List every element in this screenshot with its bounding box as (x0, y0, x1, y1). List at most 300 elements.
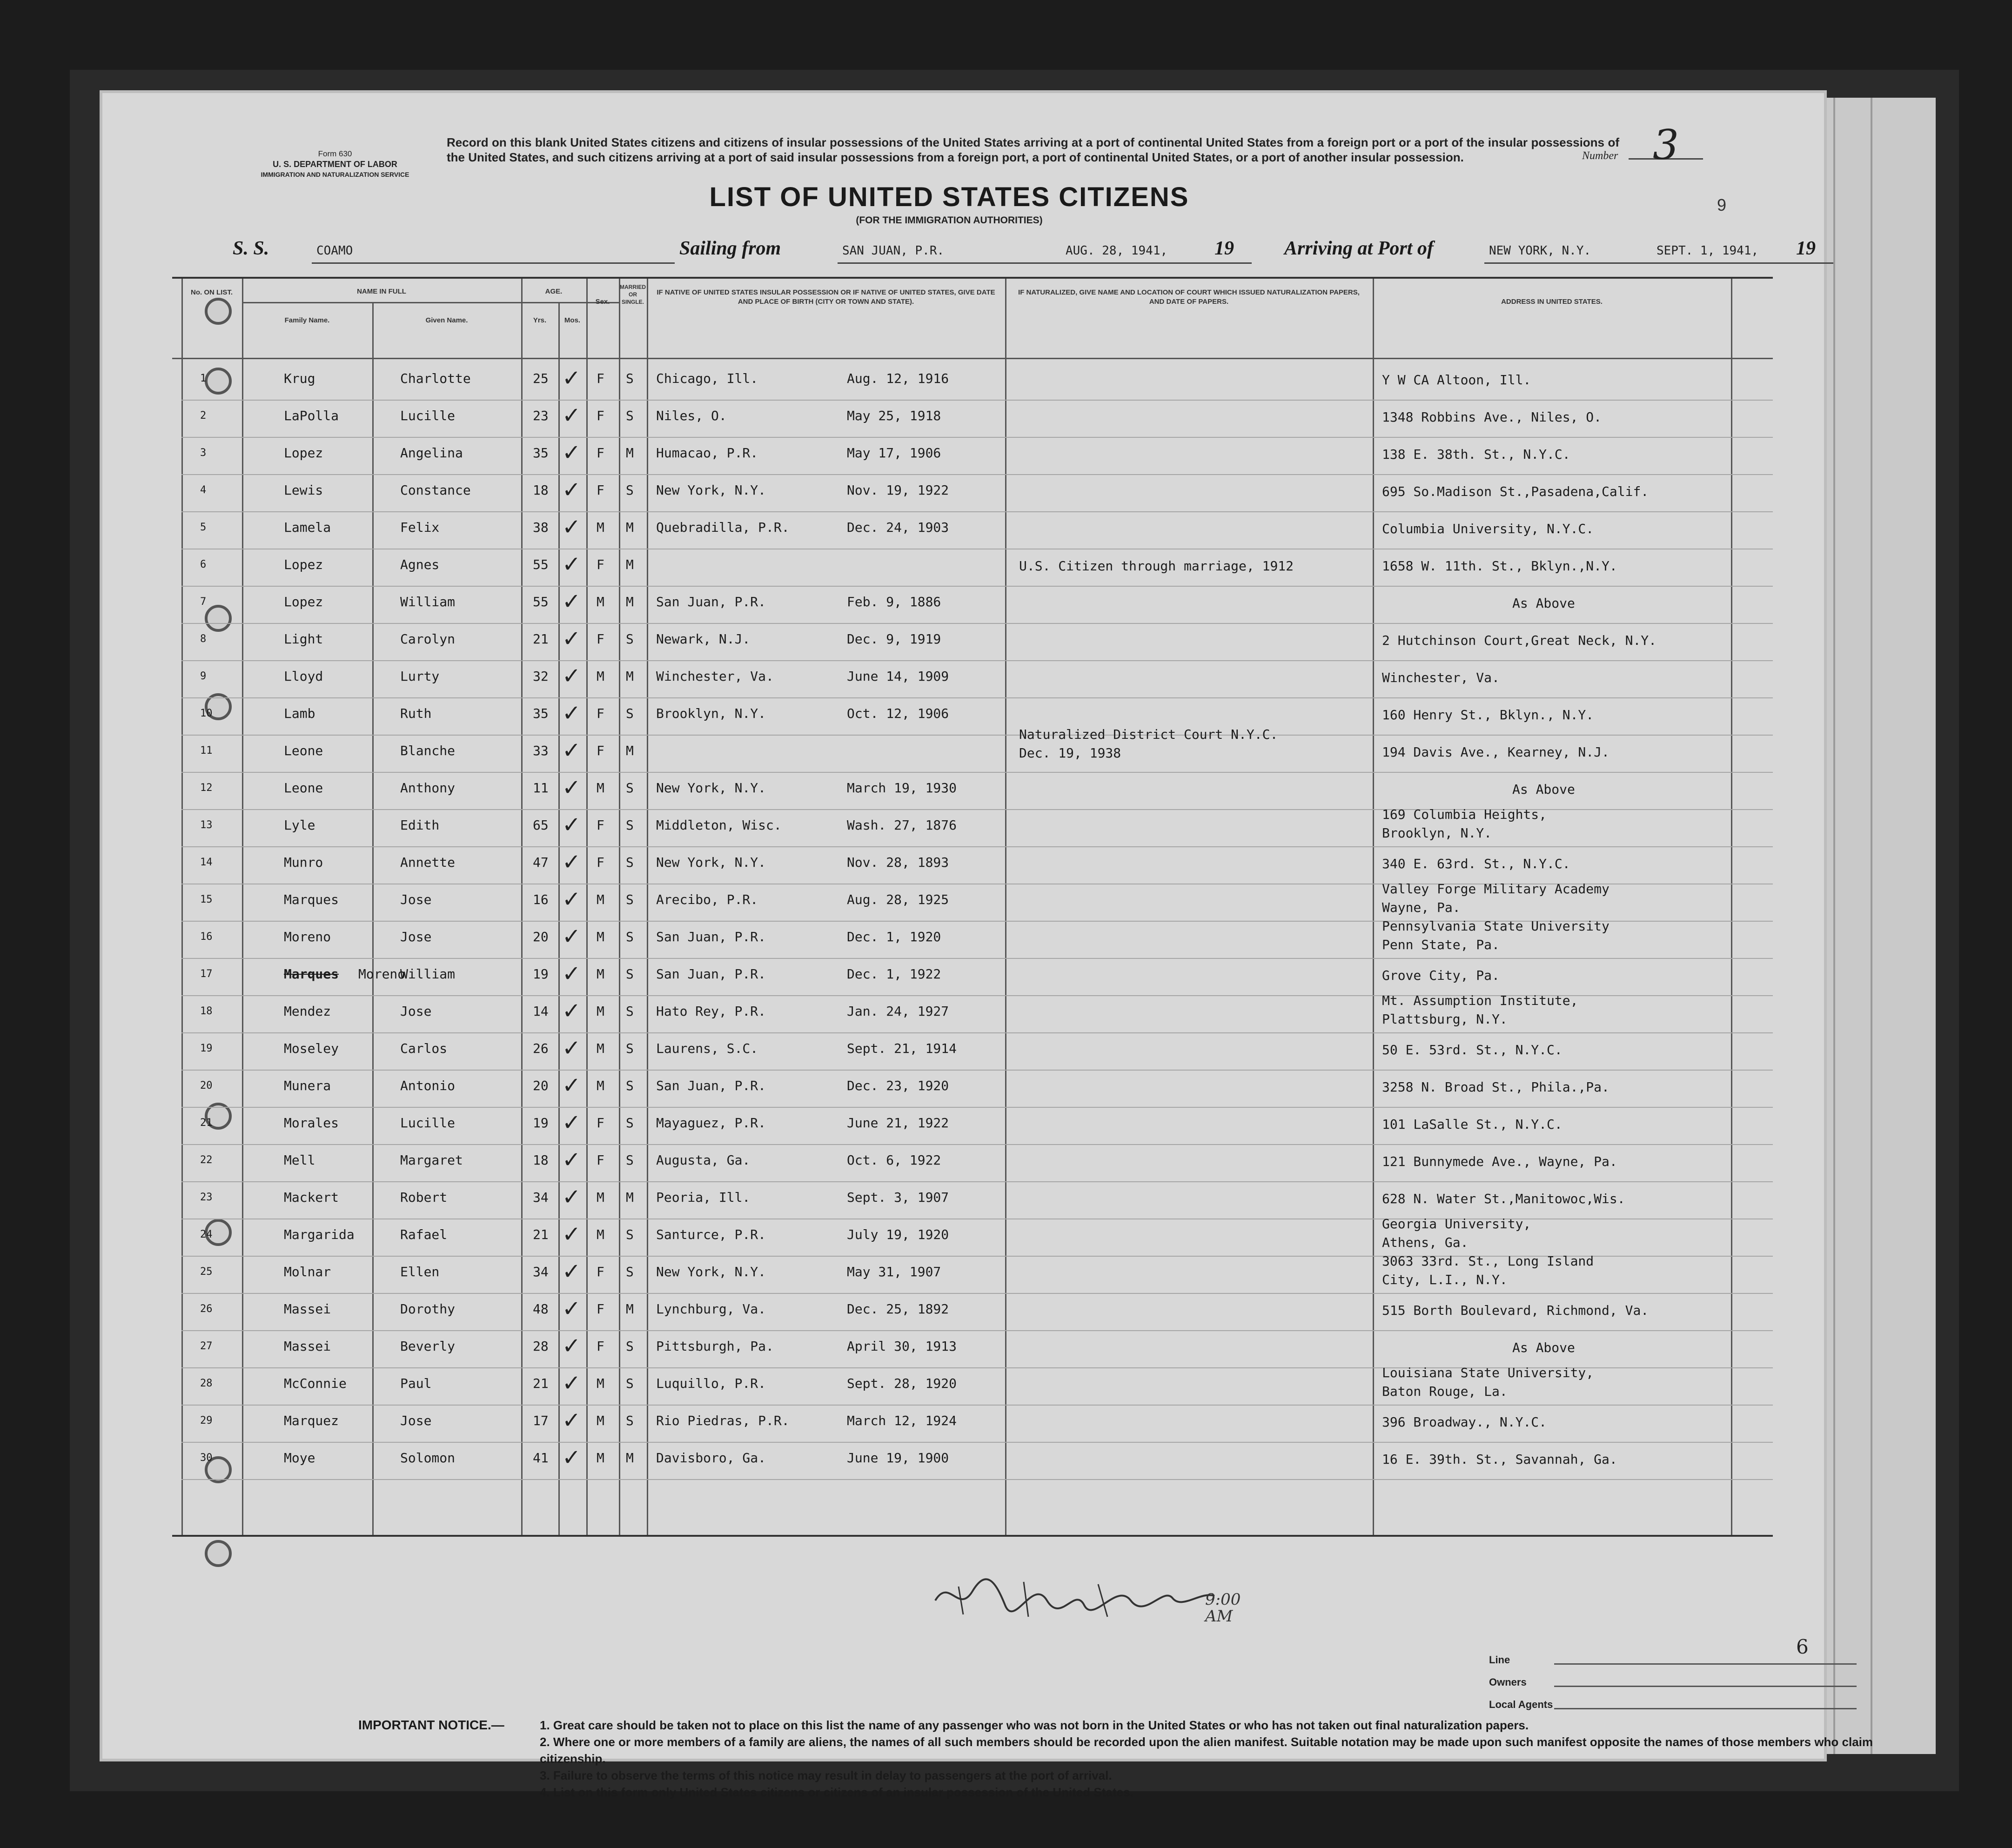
table-row (172, 918, 1773, 958)
address-line: Valley Forge Military Academy (1382, 881, 1610, 897)
sex-cell: M (597, 966, 604, 982)
family-name-cell: Massei (284, 1339, 331, 1354)
table-row (172, 1405, 1773, 1442)
list-number-cell: 2 (200, 410, 207, 422)
age-cell: 32 (533, 669, 549, 684)
family-name-cell: Moseley (284, 1041, 339, 1056)
check-mark-icon: ✓ (562, 589, 581, 615)
address-line: Louisiana State University, (1382, 1365, 1594, 1380)
header-divider (242, 302, 619, 303)
address-line: Grove City, Pa. (1382, 968, 1500, 983)
list-number-cell: 18 (200, 1005, 213, 1017)
check-mark-icon: ✓ (562, 663, 581, 689)
sex-cell: F (597, 743, 604, 758)
marital-status-cell: S (626, 482, 634, 498)
age-cell: 34 (533, 1264, 549, 1279)
given-name-cell: Lucille (400, 1115, 456, 1131)
birth-place-cell: Winchester, Va. (656, 669, 774, 684)
address-line: City, L.I., N.Y. (1382, 1272, 1508, 1287)
given-name-cell: Agnes (400, 557, 440, 572)
table-row (172, 660, 1773, 697)
table-row (172, 809, 1773, 846)
birth-place-cell: Humacao, P.R. (656, 445, 758, 461)
sex-cell: M (597, 1041, 604, 1056)
table-row (172, 549, 1773, 586)
given-name-cell: Ruth (400, 706, 432, 721)
address-line: 169 Columbia Heights, (1382, 807, 1547, 822)
sex-cell: M (597, 1004, 604, 1019)
birth-date-cell: Dec. 24, 1903 (847, 520, 949, 535)
family-name-cell: Morales (284, 1115, 339, 1131)
marital-status-cell: S (626, 1041, 634, 1056)
marital-status-cell: S (626, 1152, 634, 1168)
list-number-cell: 7 (200, 596, 207, 608)
birth-place-cell: San Juan, P.R. (656, 1078, 766, 1093)
check-mark-icon: ✓ (562, 1072, 581, 1098)
given-name-cell: Felix (400, 520, 440, 535)
birth-date-cell: Nov. 19, 1922 (847, 482, 949, 498)
list-number-cell: 26 (200, 1303, 213, 1315)
check-mark-icon: ✓ (562, 1445, 581, 1471)
family-name-cell: Krug (284, 371, 315, 386)
given-name-cell: Lucille (400, 408, 456, 423)
sex-cell: M (597, 929, 604, 944)
birth-date-cell: Dec. 1, 1922 (847, 966, 941, 982)
address-line: Georgia University, (1382, 1216, 1531, 1232)
age-cell: 19 (533, 966, 549, 982)
family-name-cell: Lopez (284, 594, 323, 609)
list-number-cell: 8 (200, 633, 207, 645)
given-name-cell: Jose (400, 929, 432, 944)
marital-status-cell: S (626, 929, 634, 944)
row-divider (181, 1479, 1773, 1480)
header-address: ADDRESS IN UNITED STATES. (1501, 298, 1603, 306)
address-line: Brooklyn, N.Y. (1382, 825, 1492, 841)
family-name-cell: McConnie (284, 1376, 347, 1391)
birth-date-cell: March 12, 1924 (847, 1413, 957, 1428)
age-cell: 14 (533, 1004, 549, 1019)
birth-place-cell: Augusta, Ga. (656, 1152, 751, 1168)
family-name-cell: Lyle (284, 817, 315, 833)
address-line: Pennsylvania State University (1382, 918, 1610, 934)
age-cell: 19 (533, 1115, 549, 1131)
given-name-cell: Robert (400, 1190, 448, 1205)
list-number-cell: 13 (200, 819, 213, 831)
check-mark-icon: ✓ (562, 924, 581, 950)
inspector-signature (931, 1573, 1219, 1619)
address-line: As Above (1512, 782, 1575, 797)
marital-status-cell: S (626, 706, 634, 721)
age-cell: 23 (533, 408, 549, 423)
address-line: 138 E. 38th. St., N.Y.C. (1382, 447, 1570, 462)
birth-date-cell: Aug. 28, 1925 (847, 892, 949, 907)
age-cell: 35 (533, 445, 549, 461)
check-mark-icon: ✓ (562, 1333, 581, 1359)
marital-status-cell: S (626, 855, 634, 870)
check-mark-icon: ✓ (562, 849, 581, 875)
birth-date-cell: Dec. 23, 1920 (847, 1078, 949, 1093)
footer-labels (1489, 1654, 1553, 1721)
sex-cell: F (597, 371, 604, 386)
table-row (172, 586, 1773, 623)
age-cell: 25 (533, 371, 549, 386)
sex-cell: F (597, 445, 604, 461)
table-row (172, 1367, 1773, 1405)
given-name-cell: Paul (400, 1376, 432, 1391)
address-line: Penn State, Pa. (1382, 937, 1500, 952)
notice-heading: IMPORTANT NOTICE.— (358, 1718, 504, 1732)
family-name-cell: Moreno (284, 929, 331, 944)
age-cell: 55 (533, 594, 549, 609)
record-note: Record on this blank United States citizens and citizens of insular possessions of the United States arriving at a port of continental United States from a foreign port or a port of the insular possessions of the United States, and such citizens arriving at a port of said insular possessions from a foreign port, a port of continental United States, or a port of another insular possession. (447, 135, 1619, 164)
list-number-cell: 12 (200, 782, 213, 794)
address-line: 396 Broadway., N.Y.C. (1382, 1414, 1547, 1430)
notice-items (540, 1717, 1889, 1801)
birth-date-cell: Oct. 12, 1906 (847, 706, 949, 721)
ss-label: S. S. (233, 238, 269, 259)
family-name-cell: Marquez (284, 1413, 339, 1428)
header-naturalized: IF NATURALIZED, GIVE NAME AND LOCATION OF COURT WHICH ISSUED NATURALIZATION PAPERS, AND DATE OF PAPERS. (1018, 288, 1360, 306)
given-name-cell: Charlotte (400, 371, 471, 386)
given-name-cell: Carolyn (400, 631, 456, 647)
arriving-date: SEPT. 1, 1941, (1657, 244, 1759, 258)
age-cell: 26 (533, 1041, 549, 1056)
check-mark-icon: ✓ (562, 1184, 581, 1210)
marital-status-cell: S (626, 408, 634, 423)
birth-place-cell: San Juan, P.R. (656, 966, 766, 982)
check-mark-icon: ✓ (562, 514, 581, 540)
number-label: Number (1582, 150, 1618, 162)
list-number-cell: 22 (200, 1154, 213, 1166)
list-number-cell: 10 (200, 708, 213, 719)
sex-cell: M (597, 892, 604, 907)
check-mark-icon: ✓ (562, 775, 581, 801)
birth-place-cell: New York, N.Y. (656, 780, 766, 796)
marital-status-cell: M (626, 1450, 634, 1466)
given-name-cell: Carlos (400, 1041, 448, 1056)
age-cell: 21 (533, 1376, 549, 1391)
marital-status-cell: M (626, 520, 634, 535)
list-number-cell: 29 (200, 1415, 213, 1426)
sailing-label: Sailing from (679, 238, 781, 259)
age-cell: 20 (533, 1078, 549, 1093)
check-mark-icon: ✓ (562, 1221, 581, 1247)
age-cell: 21 (533, 1227, 549, 1242)
age-cell: 35 (533, 706, 549, 721)
address-line: 3258 N. Broad St., Phila.,Pa. (1382, 1079, 1610, 1095)
table-row (172, 1293, 1773, 1330)
notice-item: 3. Failure to observe the terms of this notice may result in delay to passengers at the port of arrival. (540, 1768, 1112, 1782)
table-row (172, 1032, 1773, 1070)
sailing-underline (838, 262, 1252, 264)
sex-cell: M (597, 1190, 604, 1205)
birth-date-cell: Aug. 12, 1916 (847, 371, 949, 386)
birth-date-cell: Sept. 21, 1914 (847, 1041, 957, 1056)
address-line: Winchester, Va. (1382, 670, 1500, 685)
header-age: AGE. (545, 288, 563, 295)
birth-place-cell: Lynchburg, Va. (656, 1301, 766, 1317)
sex-cell: M (597, 594, 604, 609)
sex-cell: F (597, 855, 604, 870)
sex-cell: F (597, 1339, 604, 1354)
age-cell: 47 (533, 855, 549, 870)
arriving-label: Arriving at Port of (1284, 238, 1434, 259)
age-cell: 11 (533, 780, 549, 796)
family-name-cell: Lopez (284, 445, 323, 461)
sex-cell: M (597, 1227, 604, 1242)
header-no: No. ON LIST. (191, 288, 233, 296)
age-cell: 18 (533, 482, 549, 498)
marital-status-cell: S (626, 371, 634, 386)
sailing-port: SAN JUAN, P.R. (842, 244, 945, 258)
address-line: 628 N. Water St.,Manitowoc,Wis. (1382, 1191, 1625, 1206)
age-cell: 17 (533, 1413, 549, 1428)
birth-date-cell: June 19, 1900 (847, 1450, 949, 1466)
list-number-cell: 3 (200, 447, 207, 459)
header-birth: IF NATIVE OF UNITED STATES INSULAR POSSESSION OR IF NATIVE OF UNITED STATES, GIVE DATE AND PLACE OF BIRTH (CITY OR TOWN AND STATE). (657, 288, 995, 306)
table-row (172, 362, 1773, 400)
address-line: As Above (1512, 596, 1575, 611)
address-line: Wayne, Pa. (1382, 900, 1461, 915)
given-name-cell: Antonio (400, 1078, 456, 1093)
given-name-cell: Annette (400, 855, 456, 870)
header-mos: Mos. (564, 316, 581, 324)
check-mark-icon: ✓ (562, 626, 581, 652)
check-mark-icon: ✓ (562, 961, 581, 987)
marital-status-cell: M (626, 669, 634, 684)
table-row (172, 727, 1773, 772)
table-row (172, 1107, 1773, 1144)
list-number-cell: 30 (200, 1452, 213, 1464)
check-mark-icon: ✓ (562, 998, 581, 1024)
birth-place-cell: Peoria, Ill. (656, 1190, 751, 1205)
given-name-cell: Dorothy (400, 1301, 456, 1317)
given-name-cell: Lurty (400, 669, 440, 684)
punch-hole (205, 1540, 232, 1567)
age-cell: 38 (533, 520, 549, 535)
given-name-cell: Anthony (400, 780, 456, 796)
family-name-cell: Munera (284, 1078, 331, 1093)
marital-status-cell: S (626, 1376, 634, 1391)
address-line: Baton Rouge, La. (1382, 1384, 1508, 1399)
list-number-cell: 27 (200, 1340, 213, 1352)
table-row (172, 511, 1773, 549)
marital-status-cell: M (626, 557, 634, 572)
sex-cell: F (597, 1152, 604, 1168)
age-cell: 34 (533, 1190, 549, 1205)
table-row (172, 958, 1773, 995)
family-name-cell: Mell (284, 1152, 315, 1168)
header-name-in-full: NAME IN FULL (357, 288, 406, 295)
sex-cell: M (597, 1450, 604, 1466)
birth-place-cell: Laurens, S.C. (656, 1041, 758, 1056)
marital-status-cell: S (626, 1004, 634, 1019)
list-number-cell: 23 (200, 1192, 213, 1203)
check-mark-icon: ✓ (562, 1296, 581, 1322)
birth-place-cell: Niles, O. (656, 408, 727, 423)
check-mark-icon: ✓ (562, 365, 581, 391)
table-row (172, 1144, 1773, 1181)
family-name-cell: Leone (284, 780, 323, 796)
family-name-cell: Munro (284, 855, 323, 870)
given-name-cell: Edith (400, 817, 440, 833)
header-bottom (172, 358, 1773, 359)
manifest-page (102, 93, 1873, 1799)
list-number-cell: 1 (200, 373, 207, 384)
marital-status-cell: S (626, 1413, 634, 1428)
sex-cell: F (597, 706, 604, 721)
notice-item: 1. Great care should be taken not to place on this list the name of any passenger who was not born in the United States or who has not taken out final naturalization papers. (540, 1718, 1529, 1732)
department-name: U. S. DEPARTMENT OF LABOR (273, 160, 397, 169)
sex-cell: F (597, 631, 604, 647)
age-cell: 55 (533, 557, 549, 572)
line-label: Line (1489, 1654, 1510, 1666)
given-name-cell: Solomon (400, 1450, 456, 1466)
passenger-table (172, 277, 1773, 1537)
family-name-cell: Lamb (284, 706, 315, 721)
address-line: 3063 33rd. St., Long Island (1382, 1253, 1594, 1269)
table-row (172, 1442, 1773, 1479)
sex-cell: F (597, 482, 604, 498)
address-line: Athens, Ga. (1382, 1235, 1469, 1250)
check-mark-icon: ✓ (562, 700, 581, 726)
check-mark-icon: ✓ (562, 812, 581, 838)
table-row (172, 881, 1773, 921)
strip-edge-line (1833, 98, 1835, 1754)
marital-status-cell: S (626, 1115, 634, 1131)
check-mark-icon: ✓ (562, 737, 581, 763)
table-row (172, 623, 1773, 660)
list-number-cell: 19 (200, 1043, 213, 1054)
check-mark-icon: ✓ (562, 402, 581, 429)
birth-place-cell: Brooklyn, N.Y. (656, 706, 766, 721)
check-mark-icon: ✓ (562, 886, 581, 912)
header-sex: Sex. (595, 298, 610, 306)
sailing-date: AUG. 28, 1941, (1066, 244, 1168, 258)
sex-cell: M (597, 520, 604, 535)
check-mark-icon: ✓ (562, 477, 581, 503)
marital-status-cell: M (626, 594, 634, 609)
birth-date-cell: Dec. 25, 1892 (847, 1301, 949, 1317)
age-cell: 41 (533, 1450, 549, 1466)
address-line: 340 E. 63rd. St., N.Y.C. (1382, 856, 1570, 871)
list-number-cell: 21 (200, 1117, 213, 1129)
sex-cell: F (597, 408, 604, 423)
birth-place-cell: Arecibo, P.R. (656, 892, 758, 907)
table-row (172, 1070, 1773, 1107)
birth-place-cell: Davisboro, Ga. (656, 1450, 766, 1466)
header-given-name: Given Name. (425, 316, 468, 324)
address-line: 515 Borth Boulevard, Richmond, Va. (1382, 1303, 1649, 1318)
struck-family-name: Marques (284, 966, 339, 982)
list-number-cell: 14 (200, 857, 213, 868)
birth-place-cell: San Juan, P.R. (656, 929, 766, 944)
address-line: Y W CA Altoon, Ill. (1382, 372, 1531, 388)
agency-block (205, 149, 465, 180)
naturalization-cell: Naturalized District Court N.Y.C. Dec. 19, 1938 (1019, 727, 1278, 761)
given-name-cell: Margaret (400, 1152, 463, 1168)
given-name-cell: Jose (400, 1004, 432, 1019)
sex-cell: M (597, 1376, 604, 1391)
footer-count: 6 (1796, 1635, 1809, 1658)
birth-date-cell: June 14, 1909 (847, 669, 949, 684)
family-name-cell: Lamela (284, 520, 331, 535)
list-number: 3 (1629, 121, 1703, 160)
given-name-cell: Rafael (400, 1227, 448, 1242)
check-mark-icon: ✓ (562, 440, 581, 466)
marital-status-cell: S (626, 631, 634, 647)
marital-status-cell: S (626, 892, 634, 907)
birth-place-cell: Chicago, Ill. (656, 371, 758, 386)
address-line: 50 E. 53rd. St., N.Y.C. (1382, 1042, 1563, 1058)
birth-date-cell: April 30, 1913 (847, 1339, 957, 1354)
voyage-line (233, 237, 1833, 265)
address-line: 1658 W. 11th. St., Bklyn.,N.Y. (1382, 558, 1617, 574)
page-subtitle: (FOR THE IMMIGRATION AUTHORITIES) (856, 215, 1043, 226)
list-number-cell: 5 (200, 522, 207, 533)
table-row (172, 1216, 1773, 1256)
list-number-cell: 15 (200, 894, 213, 905)
birth-place-cell: Mayaguez, P.R. (656, 1115, 766, 1131)
age-cell: 33 (533, 743, 549, 758)
birth-place-cell: New York, N.Y. (656, 855, 766, 870)
check-mark-icon: ✓ (562, 1370, 581, 1396)
age-cell: 20 (533, 929, 549, 944)
address-line: 194 Davis Ave., Kearney, N.J. (1382, 744, 1610, 760)
marital-status-cell: M (626, 1301, 634, 1317)
family-name-cell: Margarida (284, 1227, 355, 1242)
check-mark-icon: ✓ (562, 1147, 581, 1173)
given-name-cell: William (400, 594, 456, 609)
check-mark-icon: ✓ (562, 1035, 581, 1061)
sex-cell: F (597, 1301, 604, 1317)
address-line: 101 LaSalle St., N.Y.C. (1382, 1117, 1563, 1132)
marital-status-cell: S (626, 1078, 634, 1093)
sex-cell: F (597, 817, 604, 833)
header-yrs: Yrs. (533, 316, 547, 324)
age-cell: 65 (533, 817, 549, 833)
table-row (172, 1330, 1773, 1367)
table-row (172, 474, 1773, 511)
given-name-cell: Angelina (400, 445, 463, 461)
address-line: As Above (1512, 1340, 1575, 1355)
birth-date-cell: Nov. 28, 1893 (847, 855, 949, 870)
family-name-cell: Moye (284, 1450, 315, 1466)
birth-date-cell: Sept. 28, 1920 (847, 1376, 957, 1391)
strip-edge-line (1871, 98, 1872, 1754)
birth-place-cell: New York, N.Y. (656, 1264, 766, 1279)
table-row (172, 1253, 1773, 1293)
list-number-cell: 28 (200, 1378, 213, 1389)
local-agents-label: Local Agents (1489, 1699, 1553, 1710)
table-row (172, 846, 1773, 884)
check-mark-icon: ✓ (562, 1407, 581, 1433)
sailing-year-label: 19 (1214, 238, 1234, 259)
family-name-cell: Molnar (284, 1264, 331, 1279)
list-number-cell: 6 (200, 559, 207, 570)
list-number-cell: 25 (200, 1266, 213, 1278)
birth-place-cell: New York, N.Y. (656, 482, 766, 498)
arriving-port: NEW YORK, N.Y. (1489, 244, 1591, 258)
birth-date-cell: July 19, 1920 (847, 1227, 949, 1242)
notice-item: 4. List on this form only United States citizens or citizens of an insular possession of the United States. (540, 1785, 1133, 1799)
family-name-cell: Lloyd (284, 669, 323, 684)
sex-cell: M (597, 669, 604, 684)
owners-label: Owners (1489, 1676, 1527, 1688)
naturalization-cell: U.S. Citizen through marriage, 1912 (1019, 558, 1294, 574)
birth-date-cell: Jan. 24, 1927 (847, 1004, 949, 1019)
marital-status-cell: S (626, 1339, 634, 1354)
